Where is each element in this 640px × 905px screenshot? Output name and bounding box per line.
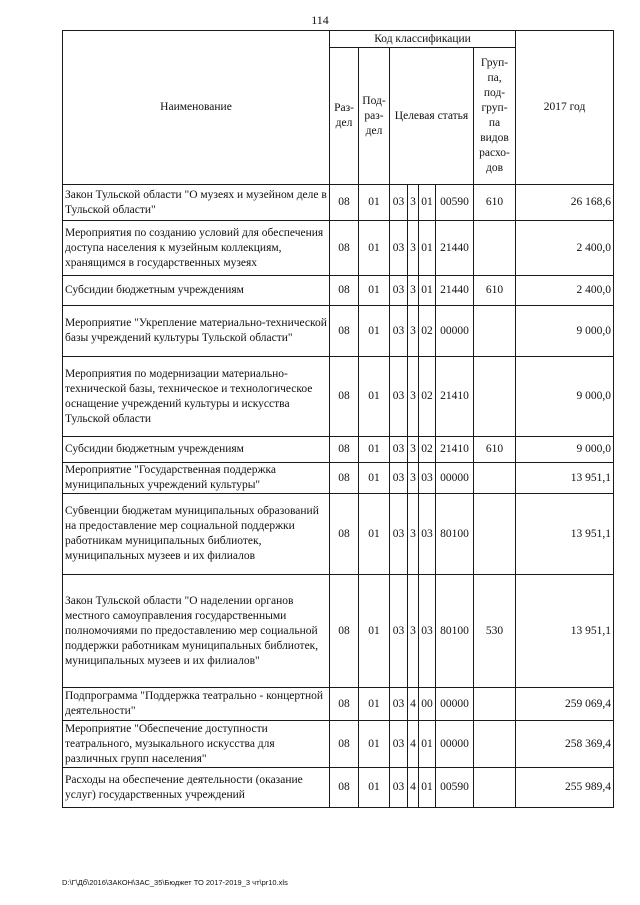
row-razdel: 08 <box>330 437 359 463</box>
row-target-subprogram: 3 <box>408 185 419 221</box>
row-target-direction: 00000 <box>436 306 474 357</box>
table-row <box>63 357 614 437</box>
row-name: Мероприятия по созданию условий для обеспечения доступа населения к музейным коллекциям, хранящимся в государственных музеях <box>63 221 330 276</box>
row-amount: 13 951,1 <box>516 575 614 688</box>
header-year: 2017 год <box>516 31 614 185</box>
row-target-subprogram: 3 <box>408 494 419 575</box>
row-podrazdel: 01 <box>359 357 390 437</box>
row-target-measure: 02 <box>419 357 436 437</box>
row-target-measure: 01 <box>419 221 436 276</box>
row-amount: 258 369,4 <box>516 721 614 768</box>
row-expense-group: 530 <box>474 575 516 688</box>
header-podrazdel <box>359 48 390 185</box>
row-name: Мероприятия по модернизации материально-технической базы, техническое и технологическое оснащение учреждений культуры и искусства Тульской области <box>63 357 330 437</box>
row-expense-group: 610 <box>474 276 516 306</box>
row-target-direction: 21440 <box>436 221 474 276</box>
row-amount: 26 168,6 <box>516 185 614 221</box>
row-razdel: 08 <box>330 306 359 357</box>
row-expense-group: 610 <box>474 185 516 221</box>
footer-file-path: D:\Г\Дб\2016\ЗАКОН\ЗАС_35\Бюджет ТО 2017-2019_3 чт\pr10.xls <box>62 878 288 887</box>
row-amount: 13 951,1 <box>516 463 614 494</box>
row-podrazdel: 01 <box>359 276 390 306</box>
row-target-direction: 00000 <box>436 463 474 494</box>
row-target-measure: 03 <box>419 494 436 575</box>
row-target-direction: 00590 <box>436 185 474 221</box>
budget-table <box>62 30 614 808</box>
row-target-program: 03 <box>390 768 408 808</box>
row-target-measure: 01 <box>419 276 436 306</box>
row-target-measure: 02 <box>419 437 436 463</box>
table-row <box>63 185 614 221</box>
header-target: Целевая статья <box>390 48 474 185</box>
row-razdel: 08 <box>330 357 359 437</box>
row-target-program: 03 <box>390 357 408 437</box>
row-target-program: 03 <box>390 463 408 494</box>
row-amount: 2 400,0 <box>516 276 614 306</box>
table-row <box>63 437 614 463</box>
row-expense-group <box>474 688 516 721</box>
row-target-program: 03 <box>390 688 408 721</box>
row-amount: 13 951,1 <box>516 494 614 575</box>
header-razdel <box>330 48 359 185</box>
row-name: Закон Тульской области "О наделении органов местного самоуправления государственными полномочиями по предоставлению мер социальной поддержки работникам муниципальных библиотек, муниципальных музеев и их филиалов" <box>63 575 330 688</box>
row-target-subprogram: 3 <box>408 575 419 688</box>
header-podrazdel-text: Под- раз- дел <box>362 94 386 137</box>
page-number: 114 <box>311 13 329 27</box>
row-name: Подпрограмма "Поддержка театрально - концертной деятельности" <box>63 688 330 721</box>
row-target-subprogram: 3 <box>408 221 419 276</box>
row-target-program: 03 <box>390 221 408 276</box>
header-expense-group-text: Груп- па, под- груп- па видов расхо- дов <box>479 57 510 174</box>
row-target-measure: 01 <box>419 185 436 221</box>
row-name: Субсидии бюджетным учреждениям <box>63 276 330 306</box>
row-target-subprogram: 3 <box>408 357 419 437</box>
row-target-measure: 01 <box>419 721 436 768</box>
row-razdel: 08 <box>330 494 359 575</box>
header-code-group: Код классификации <box>330 31 516 48</box>
table-body <box>63 185 614 808</box>
table-row <box>63 688 614 721</box>
table-row <box>63 721 614 768</box>
row-razdel: 08 <box>330 688 359 721</box>
row-podrazdel: 01 <box>359 721 390 768</box>
row-razdel: 08 <box>330 185 359 221</box>
table-row <box>63 221 614 276</box>
row-razdel: 08 <box>330 463 359 494</box>
row-amount: 9 000,0 <box>516 306 614 357</box>
row-target-measure: 01 <box>419 768 436 808</box>
row-target-measure: 03 <box>419 575 436 688</box>
row-podrazdel: 01 <box>359 221 390 276</box>
row-target-measure: 03 <box>419 463 436 494</box>
table-row <box>63 276 614 306</box>
row-target-program: 03 <box>390 575 408 688</box>
row-target-subprogram: 4 <box>408 768 419 808</box>
row-expense-group <box>474 221 516 276</box>
row-razdel: 08 <box>330 768 359 808</box>
row-amount: 9 000,0 <box>516 437 614 463</box>
row-target-program: 03 <box>390 276 408 306</box>
header-name: Наименование <box>63 31 330 185</box>
row-expense-group <box>474 357 516 437</box>
row-podrazdel: 01 <box>359 437 390 463</box>
row-target-subprogram: 3 <box>408 437 419 463</box>
table-row <box>63 494 614 575</box>
header-razdel-text: Раз- дел <box>334 102 354 129</box>
row-target-direction: 00000 <box>436 688 474 721</box>
table-row <box>63 768 614 808</box>
row-razdel: 08 <box>330 721 359 768</box>
row-name: Мероприятие "Укрепление материально-технической базы учреждений культуры Тульской области" <box>63 306 330 357</box>
row-podrazdel: 01 <box>359 185 390 221</box>
header-expense-group <box>474 48 516 185</box>
row-amount: 9 000,0 <box>516 357 614 437</box>
row-target-direction: 21410 <box>436 437 474 463</box>
row-target-program: 03 <box>390 494 408 575</box>
row-target-direction: 80100 <box>436 494 474 575</box>
row-expense-group <box>474 494 516 575</box>
row-target-subprogram: 3 <box>408 306 419 357</box>
row-razdel: 08 <box>330 276 359 306</box>
row-razdel: 08 <box>330 221 359 276</box>
row-podrazdel: 01 <box>359 768 390 808</box>
row-expense-group: 610 <box>474 437 516 463</box>
row-name: Субвенции бюджетам муниципальных образований на предоставление мер социальной поддержки работникам муниципальных библиотек, муниципальных музеев и их филиалов <box>63 494 330 575</box>
row-expense-group <box>474 721 516 768</box>
table-row <box>63 575 614 688</box>
row-target-subprogram: 4 <box>408 721 419 768</box>
row-expense-group <box>474 463 516 494</box>
table-row <box>63 306 614 357</box>
row-target-program: 03 <box>390 721 408 768</box>
row-podrazdel: 01 <box>359 463 390 494</box>
row-name: Мероприятие "Государственная поддержка муниципальных учреждений культуры" <box>63 463 330 494</box>
row-amount: 2 400,0 <box>516 221 614 276</box>
row-target-measure: 02 <box>419 306 436 357</box>
row-podrazdel: 01 <box>359 306 390 357</box>
row-target-subprogram: 3 <box>408 276 419 306</box>
row-target-direction: 00000 <box>436 721 474 768</box>
row-target-program: 03 <box>390 306 408 357</box>
row-expense-group <box>474 306 516 357</box>
row-expense-group <box>474 768 516 808</box>
row-target-direction: 21440 <box>436 276 474 306</box>
row-target-program: 03 <box>390 437 408 463</box>
table-row <box>63 463 614 494</box>
row-name: Мероприятие "Обеспечение доступности театрального, музыкального искусства для различных групп населения" <box>63 721 330 768</box>
row-amount: 255 989,4 <box>516 768 614 808</box>
row-name: Расходы на обеспечение деятельности (оказание услуг) государственных учреждений <box>63 768 330 808</box>
row-razdel: 08 <box>330 575 359 688</box>
row-target-direction: 80100 <box>436 575 474 688</box>
row-target-direction: 21410 <box>436 357 474 437</box>
row-target-direction: 00590 <box>436 768 474 808</box>
table-header <box>63 31 614 185</box>
row-target-program: 03 <box>390 185 408 221</box>
row-podrazdel: 01 <box>359 575 390 688</box>
row-target-subprogram: 4 <box>408 688 419 721</box>
row-target-measure: 00 <box>419 688 436 721</box>
row-target-subprogram: 3 <box>408 463 419 494</box>
row-podrazdel: 01 <box>359 494 390 575</box>
row-name: Закон Тульской области "О музеях и музейном деле в Тульской области" <box>63 185 330 221</box>
row-name: Субсидии бюджетным учреждениям <box>63 437 330 463</box>
row-amount: 259 069,4 <box>516 688 614 721</box>
row-podrazdel: 01 <box>359 688 390 721</box>
